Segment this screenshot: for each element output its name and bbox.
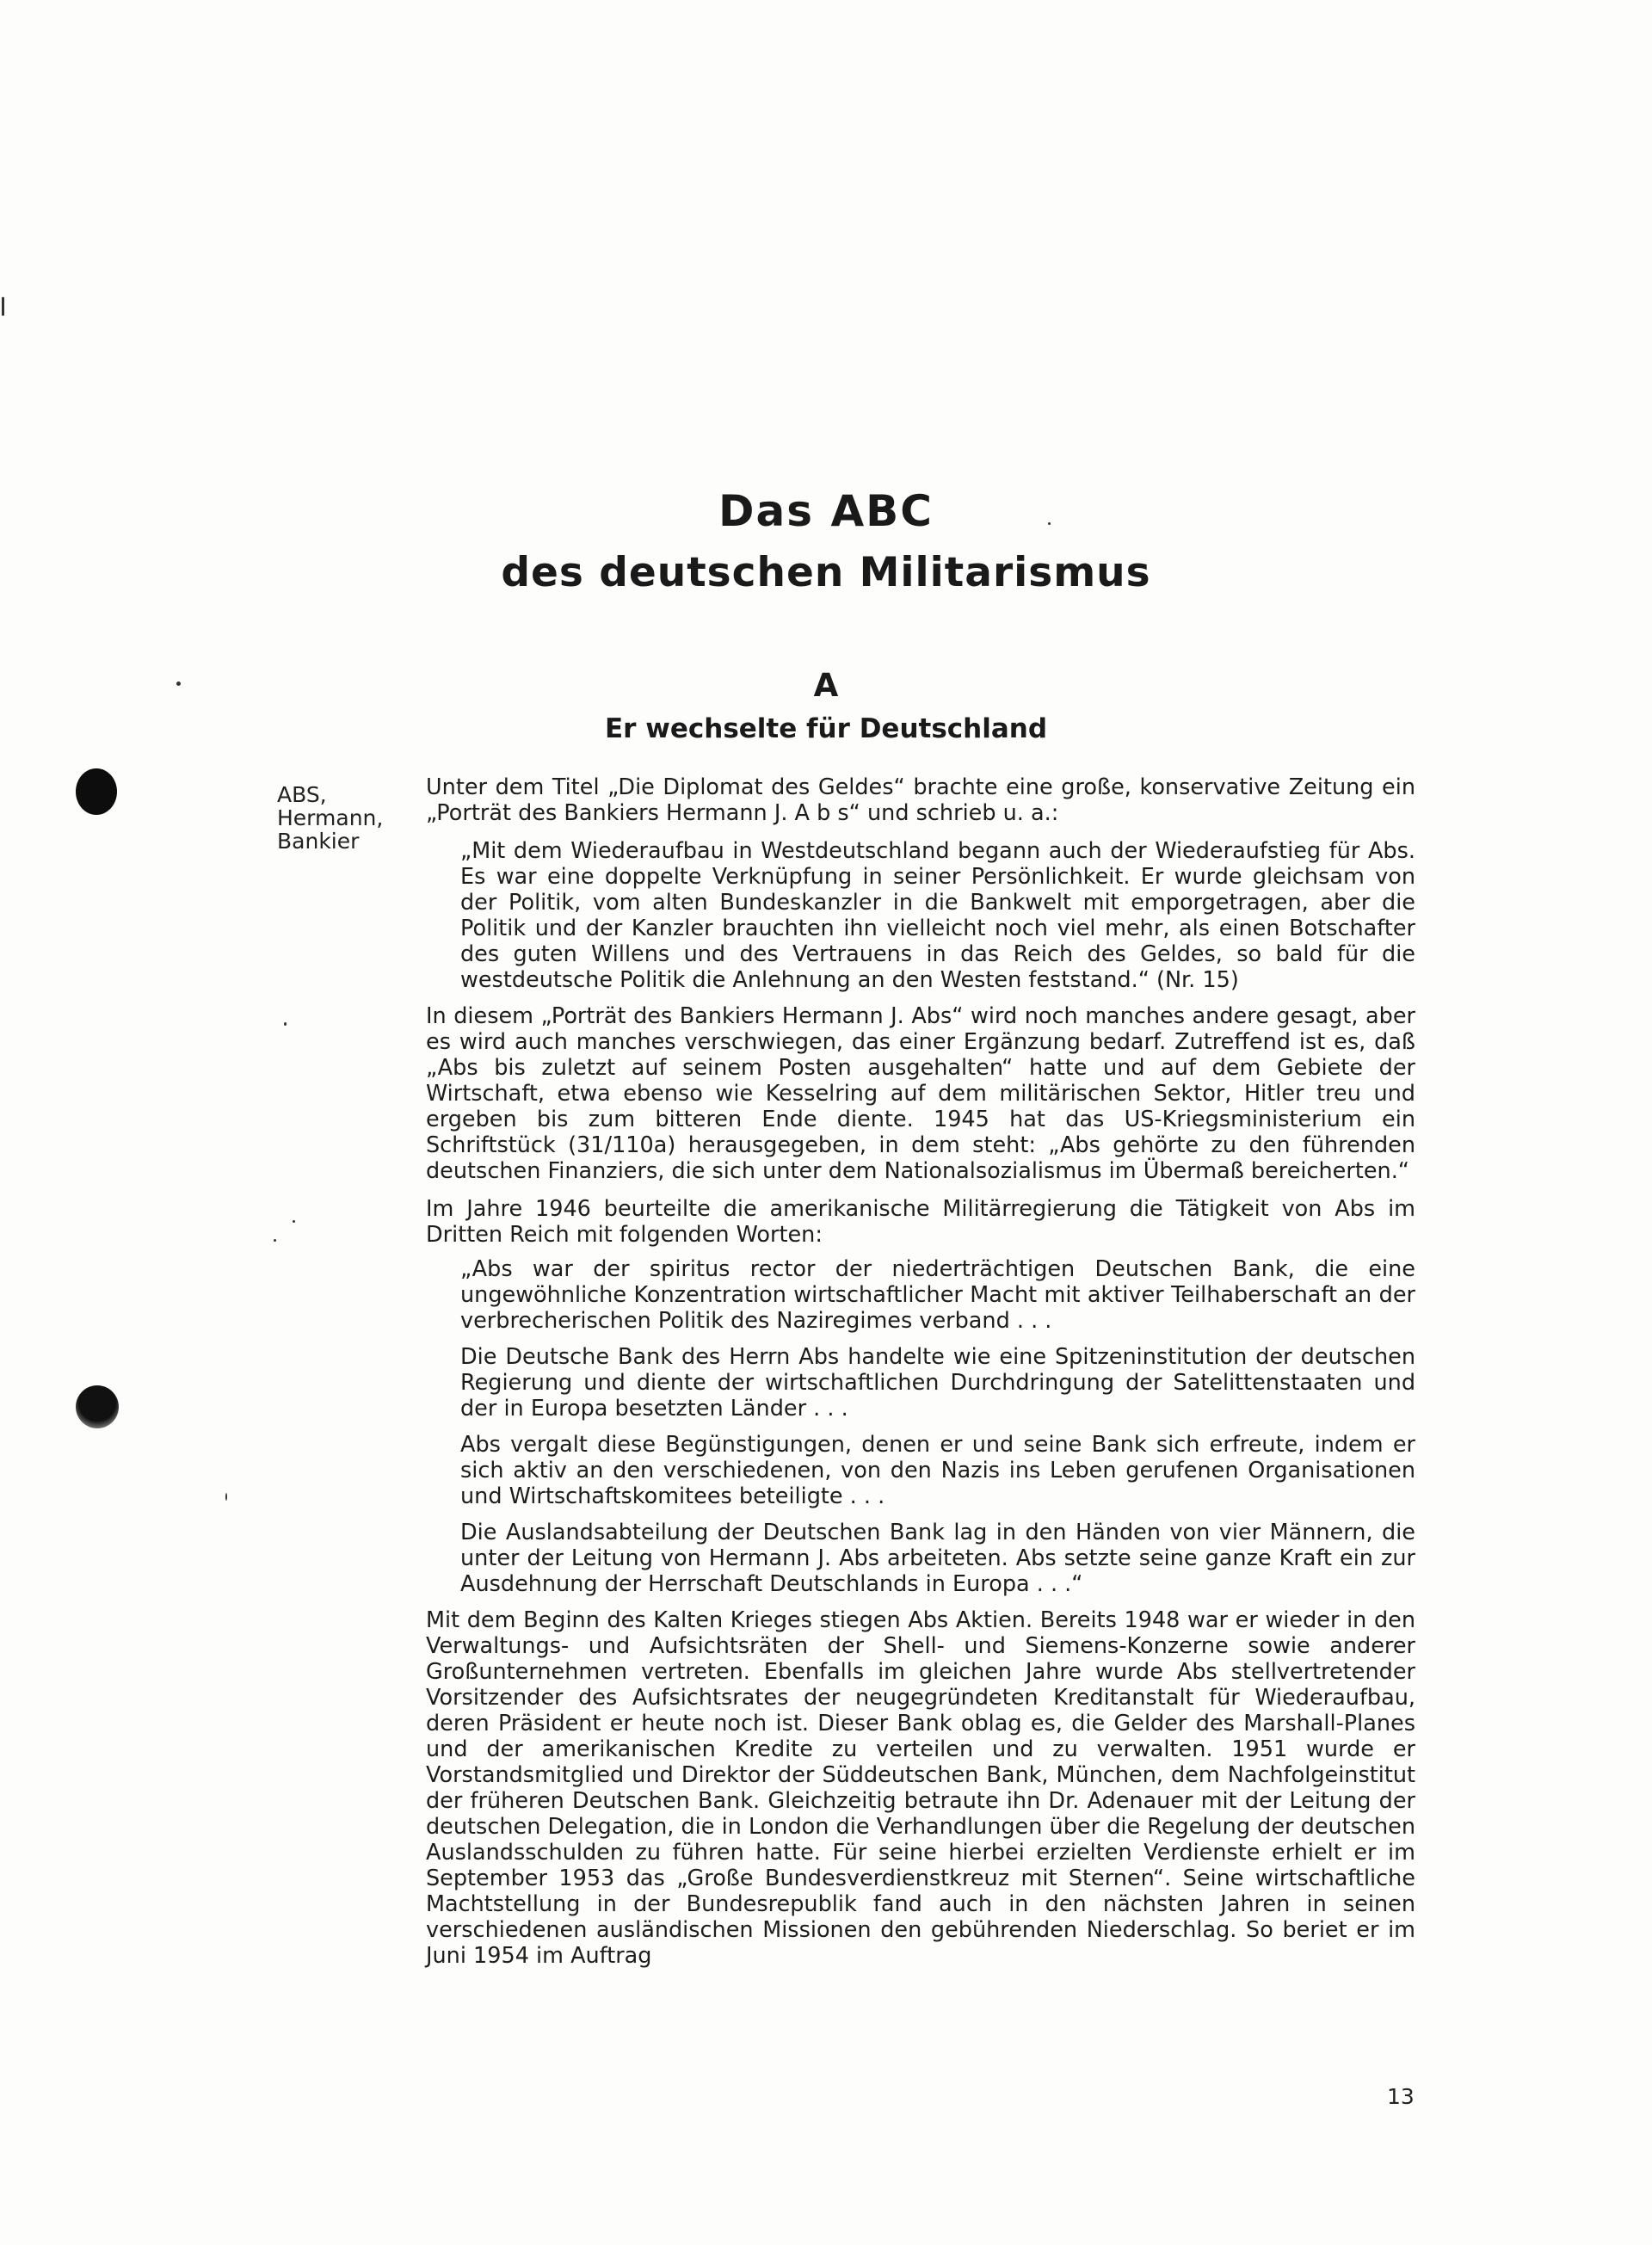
margin-note-line: Bankier	[277, 829, 360, 854]
section-letter: A	[813, 667, 839, 704]
page-title-line-2: des deutschen Militarismus	[501, 549, 1151, 596]
speck	[2, 297, 4, 316]
section-title: Er wechselte für Deutschland	[604, 713, 1048, 744]
margin-note-line: Hermann,	[277, 805, 384, 830]
speck	[225, 1493, 227, 1501]
speck	[274, 1239, 276, 1242]
paragraph: In diesem „Porträt des Bankiers Hermann J. Abs“ wird noch manches andere gesagt, aber es wird auch manches verschwiegen, das einer Ergänzung bedarf. Zutreffend ist es, daß „Abs bis zuletzt auf seinem Posten ausgehalten“ hatte und auf dem Gebiete der Wirtschaft, etwa ebenso wie Kesselring auf dem militärischen Sektor, Hitler treu und ergeben bis zum bitteren Ende diente. 1945 hat das US-Kriegsministerium ein Schriftstück (31/110a) herausgegeben, in dem steht: „Abs gehörte zu den führenden deutschen Finanziers, die sich unter dem Nationalsozialismus im Übermaß bereicherten.“	[426, 1003, 1415, 1184]
margin-note-line: ABS,	[277, 782, 327, 807]
paragraph: Unter dem Titel „Die Diplomat des Geldes“ brachte eine große, konservative Zeitung ein „Porträt des Bankiers Hermann J. A b s“ und schrieb u. a.:	[426, 774, 1415, 826]
binder-hole	[76, 1385, 119, 1428]
speck	[284, 1022, 287, 1026]
speck	[293, 1220, 295, 1223]
quote-paragraph: Die Auslandsabteilung der Deutschen Bank lag in den Händen von vier Männern, die unter der Leitung von Hermann J. Abs arbeiteten. Abs setzte seine ganze Kraft ein zur Ausdehnung der Herrschaft Deutschlands in Europa . . .“	[460, 1520, 1415, 1597]
quote-paragraph: Die Deutsche Bank des Herrn Abs handelte wie eine Spitzeninstitution der deutschen Regierung und diente der wirtschaftlichen Durchdringung der Satelittenstaaten und der in Europa besetzten Länder . . .	[460, 1344, 1415, 1422]
body-text	[426, 774, 1415, 1981]
quote-paragraph: „Mit dem Wiederaufbau in Westdeutschland begann auch der Wiederaufstieg für Abs. Es war eine doppelte Verknüpfung in seiner Persönlichkeit. Er wurde gleichsam von der Politik, vom alten Bundeskanzler in die Bankwelt mit emporgetragen, aber die Politik und der Kanzler brauchten ihn vielleicht noch viel mehr, als einen Botschafter des guten Willens und des Vertrauens in das Reich des Geldes, so bald für die westdeutsche Politik die Anlehnung an den Westen feststand.“ (Nr. 15)	[460, 838, 1415, 993]
paragraph: Im Jahre 1946 beurteilte die amerikanische Militärregierung die Tätigkeit von Abs im Dritten Reich mit folgenden Worten:	[426, 1196, 1415, 1248]
margin-note	[277, 783, 398, 853]
quote-paragraph: „Abs war der spiritus rector der niederträchtigen Deutschen Bank, die eine ungewöhnliche Konzentration wirtschaftlicher Macht mit aktiver Teilhaberschaft an der verbrecherischen Politik des Naziregimes verband . . .	[460, 1256, 1415, 1334]
binder-hole	[76, 768, 117, 815]
page-title-line-1: Das ABC	[718, 486, 934, 536]
paragraph: Mit dem Beginn des Kalten Krieges stiegen Abs Aktien. Bereits 1948 war er wieder in den Verwaltungs- und Aufsichtsräten der Shell- und Siemens-Konzerne sowie anderer Großunternehmen vertreten. Ebenfalls im gleichen Jahre wurde Abs stellvertretender Vorsitzender des Aufsichtsrates der neugegründeten Kreditanstalt für Wiederaufbau, deren Präsident er heute noch ist. Dieser Bank oblag es, die Gelder des Marshall-Planes und der amerikanischen Kredite zu verteilen und zu verwalten. 1951 wurde er Vorstandsmitglied und Direktor der Süddeutschen Bank, München, dem Nachfolgeinstitut der früheren Deutschen Bank. Gleichzeitig betraute ihn Dr. Adenauer mit der Leitung der deutschen Delegation, die in London die Verhandlungen über die Regelung der deutschen Auslandsschulden zu führen hatte. Für seine hierbei erzielten Verdienste erhielt er im September 1953 das „Große Bundesverdienstkreuz mit Sternen“. Seine wirtschaftliche Machtstellung in der Bundesrepublik fand auch in den nächsten Jahren in seinen verschiedenen ausländischen Missionen den gebührenden Niederschlag. So beriet er im Juni 1954 im Auftrag	[426, 1607, 1415, 1969]
quote-paragraph: Abs vergalt diese Begünstigungen, denen er und seine Bank sich erfreute, indem er sich aktiv an den verschiedenen, von den Nazis ins Leben gerufenen Organisationen und Wirtschaftskomitees beteiligte . . .	[460, 1432, 1415, 1509]
page-number: 13	[1387, 2084, 1415, 2109]
